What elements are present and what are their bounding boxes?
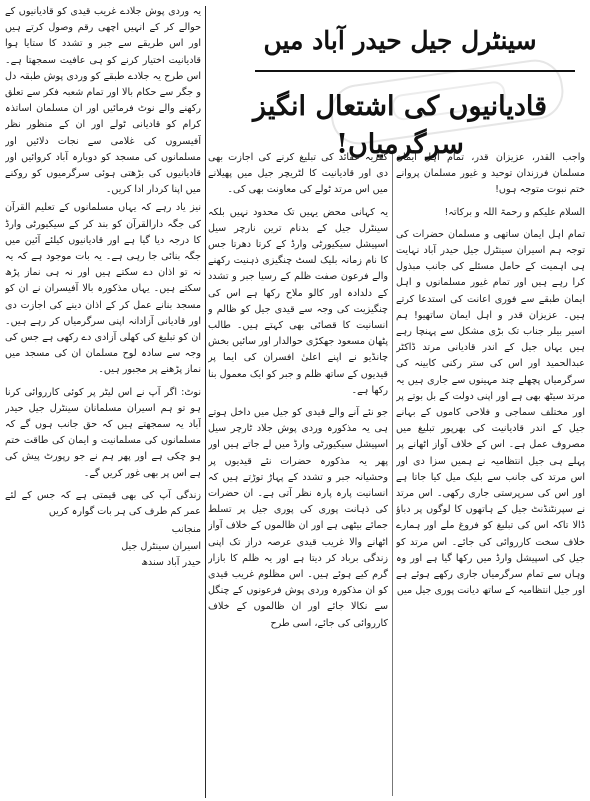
article-paragraph: یہ کہانی محض یہیں تک محدود نہیں بلکہ سینٹرل جیل کے بدنام ترین نارچر سیل اسپیشل سیکیورٹی وارڈ کے کرتا دھرتا جس کا نام زمانہ بلیک لسٹ چنگیزی ذہنیت رکھنے والے فرعون صفت ظلم کے رسیا جبر و تشدد کے دلدادہ اور کالو ملاح رکھا ہے اس کی چنگیزیت کی وجہ سے قیدی جیل کو ظالم و انسانیت کا قصائی بھی کہتے ہیں۔ طالب پٹھان مسعود جھکڑی حوالدار اور سائیں بخش چانڈیو نے اپنے اعلیٰ افسران کی ایما پر قیدیوں کے ساتھ ظلم و جبر کو ایک معمول بنا رکھا ہے۔ bbox=[208, 206, 388, 396]
article-paragraph: تمام اہل ایمان ساتھی و مسلمان حضرات کی توجہ ہم اسیران سینٹرل جیل حیدر آباد نہایت ہی اہمیت کے حامل مسئلے کی جانب مبذول کرا رہے ہیں اور تمام غیور مسلمانوں و اہل ایمان طبقے سے فوری اعانت کی استدعا کرتے ہیں۔ عزیزان قدر و اہل ایمان ساتھیو! ہم اسیر بیلر جناب تک بڑی مشکل سے پہنچا رہے ہیں یہاں جیل کے اندر قادیانی مرتد ڈاکٹر عبدالحمید اور اس کی ستر رکنی کابینہ کی سرگرمیاں پچھلے چند مہینوں سے جاری ہیں یہ مرتد سیٹھ بھی ہے اور اپنی دولت کے بل بوتے پر اور مختلف سماجی و فلاحی کاموں کے بہانے جیل کے اندر قادیانیت کی بھرپور تبلیغ میں مصروف عمل ہے۔ اس کے خلاف آواز اٹھانے پر پہلے ہی جیل انتظامیہ نے ہمیں سزا دی اور اس مرتد کی جانب سے بلیک میل کیا جاتا ہے اور اس کی سرپرستی جاری رکھی۔ اس مرتد نے سپرنٹنڈنٹ جیل کے ہاتھوں کا لوگوں پر دباؤ ڈالا تاکہ اس کی تبلیغ کو فروغ ملے اور ہمارے خلاف سخت کارروائی کی جائے۔ اس مرتد کو جیل کی اسپیشل وارڈ میں رکھا گیا ہے اور وہ وہاں سے تمام سرگرمیاں جاری رکھے ہوئے ہے اور جیل انتظامیہ کے ساتھ دیانت پوری جیل میں bbox=[396, 228, 585, 597]
headline-rule bbox=[255, 70, 575, 72]
signature-line: اسیران سینٹرل جیل bbox=[121, 540, 201, 552]
closing-label: منجانب bbox=[171, 524, 201, 536]
article-note: نوٹ: اگر آپ نے اس لیٹر پر کوئی کارروائی کرنا ہو تو ہم اسیران مسلمانان سینٹرل جیل حیدر آباد یہ سمجھتے ہیں کہ حق جانب ہوں گے کہ مسلمانوں کی مسلمانیت و ایمان کی طاقت ختم ہو چکی ہے اور پھر ہم نے جو رپورٹ پیش کی ہے اس پر بھی غور کریں گے۔ bbox=[5, 386, 201, 479]
article-column-middle bbox=[208, 150, 388, 798]
column-divider-middle bbox=[392, 150, 393, 796]
column-divider-left bbox=[205, 6, 206, 798]
article-paragraph: زندگی آپ کی بھی قیمتی ہے کہ جس کے لئے عمر کم طرف کی ہر بات گوارہ کریں bbox=[5, 489, 201, 518]
article-paragraph: جو نئے آنے والے قیدی کو جیل میں داخل ہوتے ہی یہ مذکورہ وردی پوش جلاد ٹارچر سیل اسپیشل سیکیورٹی وارڈ میں لے جاتے ہیں اور پھر یہ مذکورہ حضرات نئے قیدیوں پر وحشیانہ جبر و تشدد کے پہاڑ توڑتے ہیں کہ انسانیت پارہ پارہ نظر آتی ہے۔ ان حضرات کی ذہانت پوری کی پوری جیل پر تسلط جمائے بیٹھی ہے اور ان ظالموں کے خلاف آواز اٹھانے والا غریب قیدی عرصہ دراز تک اپنی زندگی برباد کر دیتا ہے اور یہ ظلم کا بازار گرم کیے ہوئے ہیں۔ اس مظلوم غریب قیدی کو ان مذکورہ وردی پوش فرعونوں کے چنگل سے نکالا جائے اور ان ظالموں کے خلاف کارروائی کی جائے، اسی طرح bbox=[208, 407, 388, 629]
article-column-right bbox=[396, 150, 585, 798]
article-column-left bbox=[5, 4, 201, 798]
article-paragraph: یہ وردی پوش جلادے غریب قیدی کو قادیانیوں کے حوالے کر کے انہیں اچھی رقم وصول کرتے ہیں اور اس طریقے سے جبر و تشدد کا ستایا ہوا قادیانیت اختیار کرنے کو ہی عافیت سمجھتا ہے۔ اس طرح یہ جلادے طبقے کو وردی پوش طبقہ دل و جگر سے حکام بالا اور تمام شعبہ فکر سے تعلق رکھنے والے نوٹ فرمائیں اور ان مسلمان اساتذہ کرام کو قادیانی ٹولے اور ان کے منظور نظر آفیسروں کی غلامی سے نجات دلائیں اور مسلمانوں کی مسجد کو دوبارہ آباد کروائیں اور قادیانیوں کی بڑھتی ہوئی سرگرمیوں کو روکنے میں اپنا کردار ادا کریں۔ bbox=[5, 6, 201, 196]
article-paragraph: کفریہ عقائد کی تبلیغ کرنے کی اجازت بھی دی اور قادیانیت کا لٹریچر جیل میں پھیلانے میں اس مرتد ٹولے کی معاونت بھی کی۔ bbox=[208, 152, 388, 196]
article-paragraph: نیز یاد رہے کہ یہاں مسلمانوں کے تعلیم القرآن کی جگہ دارالقرآن کو بند کر کے سیکیورٹی وارڈ کا درجہ دیا گیا ہے اور قادیانیوں کیلئے آئین میں جگہ بنائی جا رہی ہے۔ یہ بات موجود ہے کہ یہ نہ تو اذان دے سکتے ہیں اور نہ ہی نماز پڑھ سکتے ہیں۔ یہاں مذکورہ بالا آفیسران نے ان کو مسجد بنانے عمل کر کے اذان دینے کی اجازت دی اور قادیانی آزادانہ اپنی سرگرمیاں کر رہے ہیں۔ ان کو تبلیغ کی کھلی آزادی دے رکھی ہے جس کی وجہ سے سادہ لوح مسلمان ان کی مسجد میں نماز پڑھنے پر مجبور ہیں۔ bbox=[5, 202, 201, 376]
article-greeting: السلام علیکم و رحمۃ اللہ و برکاتہ! bbox=[444, 206, 585, 218]
headline-title: قادیانیوں کی اشتعال انگیز سرگرمیاں! bbox=[252, 91, 547, 160]
headline-kicker: سینٹرل جیل حیدر آباد میں bbox=[263, 26, 537, 55]
signature-line: حیدر آباد سندھ bbox=[141, 556, 201, 568]
article-paragraph: واجب القدر، عزیزان قدر، تمام اہل ایمان مسلمان فرزندان توحید و غیور مسلمان پروانے ختم نبوت متوجہ ہوں! bbox=[396, 152, 585, 196]
